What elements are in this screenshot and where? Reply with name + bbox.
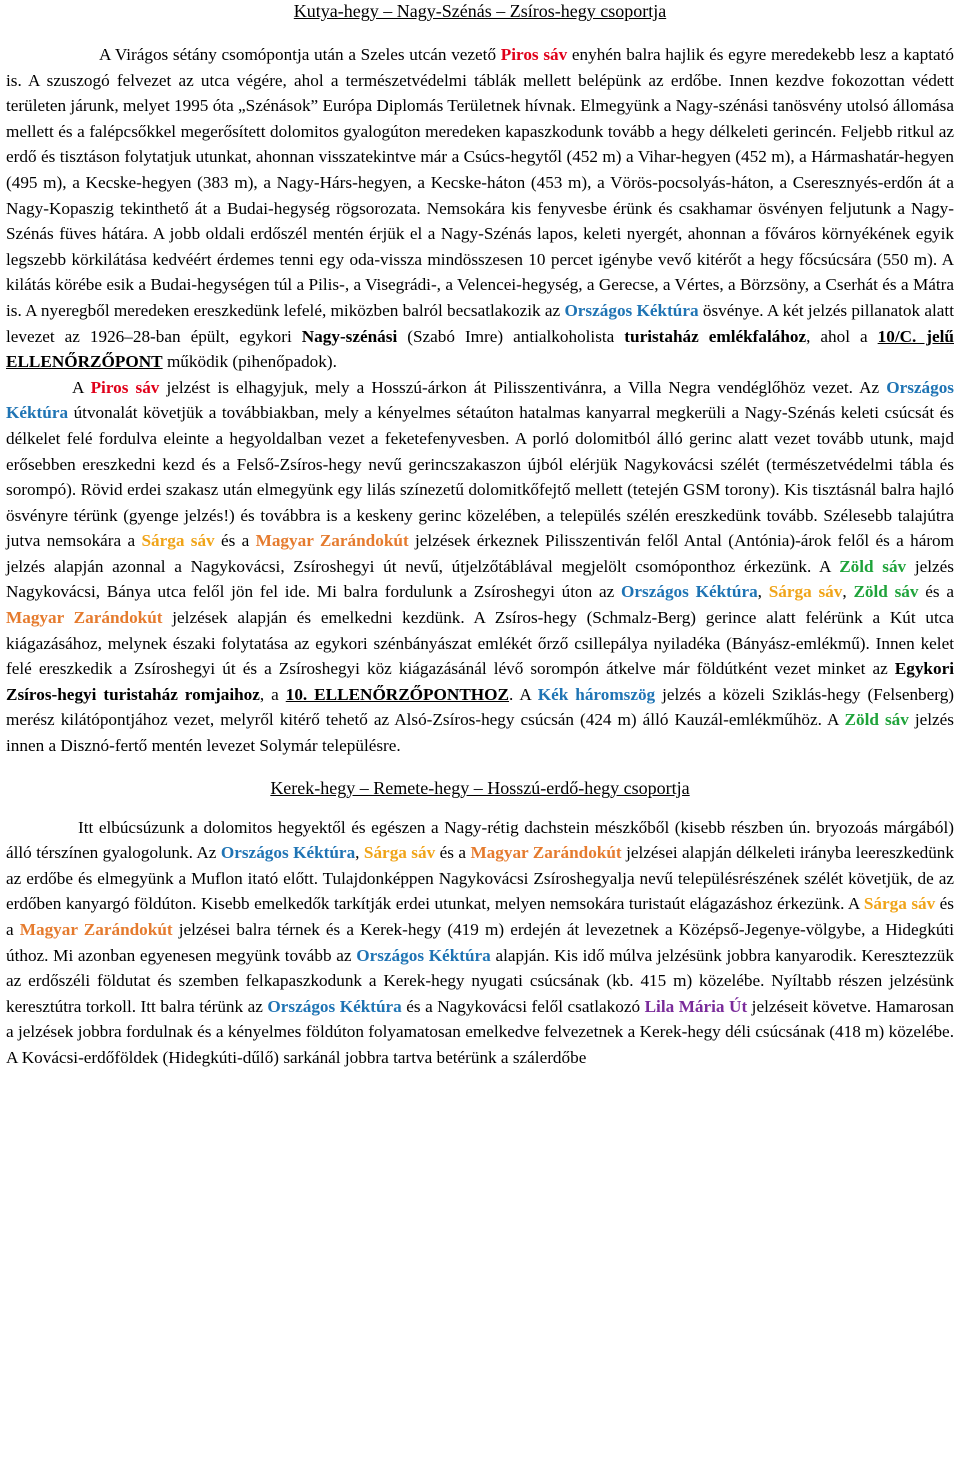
trail-national-blue: Országos Kéktúra <box>356 945 491 965</box>
trail-red-stripe: Piros sáv <box>90 377 160 397</box>
text: . A <box>509 684 538 704</box>
trail-green-stripe: Zöld sáv <box>853 582 919 602</box>
bold-text: turistaház emlékfalához <box>624 326 807 346</box>
text: jelzés Nagykovácsi, Bánya utca felől jön fel ide. Mi balra fordulunk a Zsíroshegyi úton az <box>6 556 954 602</box>
text: működik (pihenőpadok). <box>162 352 337 372</box>
text: , ahol a <box>806 326 878 346</box>
trail-red-stripe: Piros sáv <box>500 45 568 64</box>
text: , a <box>259 684 286 704</box>
trail-green-stripe: Zöld sáv <box>839 556 907 576</box>
paragraph-kutya-hegy-1 <box>6 42 954 375</box>
text: jelzései balra térnek és a Kerek-hegy (419 m) erdején át levezetnek a Középső-Jegenye-völgybe, a Hidegkúti úthoz. Mi azonban egyenesen megyünk tovább az <box>6 920 954 965</box>
text: jelzés a közeli Sziklás-hegy (Felsenberg) merész kilátópontjához vezet, melyről kitérő tehető az Alsó-Zsíros-hegy csúcsán (424 m) álló Kauzál-emlékműhöz. A <box>6 684 955 730</box>
text: Itt elbúcsúzunk a dolomitos hegyektől és egészen a Nagy-rétig dachstein mészkőből (kisebb részben ún. bryozoás márgából) álló térszínen gyalogolunk. Az <box>6 817 954 863</box>
text: és a <box>214 531 256 551</box>
trail-national-blue: Országos Kéktúra <box>621 582 758 602</box>
bold-text: Nagy-szénási <box>301 326 398 346</box>
trail-national-blue: Országos Kéktúra <box>267 996 402 1016</box>
trail-purple-mary-way: Lila Mária Út <box>644 996 748 1016</box>
checkpoint-label: 10. ELLENŐRZŐPONTHOZ <box>285 684 510 704</box>
text: jelzései alapján délkeleti irányba leereszkedünk az erdőbe és elmegyünk a Muflon itató előtt. Tulajdonképpen Nagykovácsi Zsíroshegyalja nevű településrészének szélét követjük, de az erdőben kanyargó földúton. Kisebb emelkedők tarkítják erdei utunkat, melyen nemsokára turistaút elágazáshoz érkezünk. A <box>6 843 954 914</box>
text: jelzés innen a Disznó-fertő mentén levezet Solymár településre. <box>6 710 954 756</box>
text: , <box>842 582 854 602</box>
text: és a <box>435 843 471 863</box>
trail-yellow-stripe: Sárga sáv <box>768 582 843 602</box>
trail-pilgrim-route: Magyar Zarándokút <box>255 531 409 551</box>
trail-national-blue: Országos Kéktúra <box>220 843 356 863</box>
trail-yellow-stripe: Sárga sáv <box>863 894 936 914</box>
text: jelzések érkeznek Pilisszentiván felől Antal (Antónia)-árok felől és a három jelzés alapján azonnal a Nagykovácsi, Zsíroshegyi út nevű, útjelzőtáblával megjelölt csomóponthoz érkezünk. A <box>6 531 955 576</box>
section-title-kerek-hegy: Kerek-hegy – Remete-hegy – Hosszú-erdő-hegy csoportja <box>270 777 690 798</box>
text: A Virágos sétány csomópontja után a Szeles utcán vezető <box>99 45 501 64</box>
trail-national-blue: Országos Kéktúra <box>564 300 699 320</box>
paragraph-kutya-hegy-2 <box>6 375 954 759</box>
text: útvonalát követjük a továbbiakban, mely a kényelmes sétaúton hatalmas kanyarral megkerüli a Nagy-Szénás keleti csúcsát és délkelet felé fordulva eleinte a hegyoldalban vezet a feketefenyvesben. A porló dolomitból álló gerinc alatt vezet tovább utunk, majd erősebben ereszkedni kezd és a Felső-Zsíros-hegy nevű gerincszakaszon újból elérjük Nagykovácsi szélét (természetvédelmi tábla és sorompó). Rövid erdei szakasz után elmegyünk egy lilás színezetű dolomitkőfejtő mellett (tetején GSM torony). Kis tisztásnál balra hajló ösvényre térünk (gyenge jelzés!) és továbbra is a keskeny gerinc közelében, a település szélén ereszkedünk tovább. Szélesebb talajútra jutva nemsokára a <box>6 403 954 551</box>
section-title-kutya-hegy: Kutya-hegy – Nagy-Szénás – Zsíros-hegy csoportja <box>293 1 667 21</box>
trail-yellow-stripe: Sárga sáv <box>141 531 215 551</box>
text: és a <box>6 894 954 939</box>
trail-pilgrim-route: Magyar Zarándokút <box>6 608 163 628</box>
bold-text: Egykori Zsíros-hegyi turistaház romjaihoz <box>6 659 954 704</box>
text: (Szabó Imre) antialkoholista <box>397 326 625 346</box>
text: A <box>72 377 91 397</box>
text: és a <box>918 582 954 602</box>
trail-blue-triangle: Kék háromszög <box>537 684 656 704</box>
text: ösvénye. A két jelzés pillanatok alatt levezet az 1926–28-ban épült, egykori <box>6 300 954 346</box>
text: , <box>757 582 769 602</box>
checkpoint-label: 10/C. jelű ELLENŐRZŐPONT <box>6 326 954 372</box>
trail-yellow-stripe: Sárga sáv <box>363 843 436 863</box>
text: , <box>355 843 364 863</box>
text: jelzést is elhagyjuk, mely a Hosszú-árkon át Pilisszentivánra, a Villa Negra vendéglőhöz vezet. Az <box>159 377 887 397</box>
text: jelzéseit követve. Hamarosan a jelzések jobbra fordulnak és a kényelmes földúton folyamatosan emelkedve felvezetnek a Kerek-hegy déli csúcsának (418 m) közelébe. A Kovácsi-erdőföldek (Hidegkúti-dűlő) sarkánál jobbra tartva betérünk a szálerdőbe <box>6 996 954 1067</box>
trail-pilgrim-route: Magyar Zarándokút <box>19 920 173 939</box>
paragraph-kerek-hegy-1 <box>6 815 954 1071</box>
trail-green-stripe: Zöld sáv <box>844 710 909 730</box>
text: alapján. Kis idő múlva jelzésünk jobbra kanyarodik. Keresztezzük az erdőszéli földutat és szemben felkapaszkodunk a Kerek-hegy nyugati csúcsának (kb. 415 m) közelébe. Nyíltabb részen jelzésünk keresztútra torkoll. Itt balra térünk az <box>6 945 954 1016</box>
trail-national-blue: Országos Kéktúra <box>6 377 954 423</box>
trail-pilgrim-route: Magyar Zarándokút <box>470 843 622 863</box>
text: és a Nagykovácsi felől csatlakozó <box>401 996 645 1016</box>
text: enyhén balra hajlik és egyre meredekebb lesz a kaptató is. A szuszogó felvezet az utca végére, ahol a természetvédelmi táblák mellett belépünk az erdőbe. Innen kezdve fokozottan védett területen járunk, melyet 1995 óta „Szénások” Európa Diplomás Területnek hívnak. Elmegyünk a Nagy-szénási tanösvény utolsó állomása mellett és a falépcsőkkel megerősített dolomitos gyalogúton meredeken kapaszkodunk tovább a hegy délkeleti gerincén. Feljebb ritkul az erdő és tisztáson folytatjuk utunkat, ahonnan visszatekintve már a Csúcs-hegytől (452 m) a Vihar-hegyen (452 m), a Hármashatár-hegyen (495 m), a Kecske-hegyen (383 m), a Nagy-Hárs-hegyen, a Kecske-háton (453 m), a Vörös-pocsolyás-háton, a Cseresznyés-erdőn át a Nagy-Kopaszig tekinthető át a Budai-hegység rögsorozata. Nemsokára kis fenyvesbe érünk és csakhamar ösvényen feljutunk a Nagy-Szénás füves hátára. A jobb oldali erdőszél mentén érjük el a Nagy-Szénás lapos, keleti nyergét, ahonnan a főváros környékének egyik legszebb körkilátása kedvéért érdemes tenni egy oda-vissza mindösszesen 10 percet igénybe vevő kitérőt a hegy főcsúcsára (550 m). A kilátás körébe esik a Budai-hegységen túl a Pilis-, a Visegrádi-, a Velencei-hegység, a Gerecse, a Vértes, a Börzsöny, a Cserhát és a Mátra is. A nyeregből meredeken ereszkedünk lefelé, miközben balról becsatlakozik az <box>6 45 954 320</box>
text: jelzések alapján és emelkedni kezdünk. A Zsíros-hegy (Schmalz-Berg) gerince alatt felérünk a Kút utca kiágazásához, melynek északi folytatása az egykori szénbányászat emlékét őrző csillepálya nyiladéka (Bányász-emlékmű). Innen kelet felé ereszkedik a Zsíroshegyi út és a Zsíroshegyi köz kiágazásánál lévő sorompón átkelve már földútként vezet minket az <box>6 608 955 679</box>
